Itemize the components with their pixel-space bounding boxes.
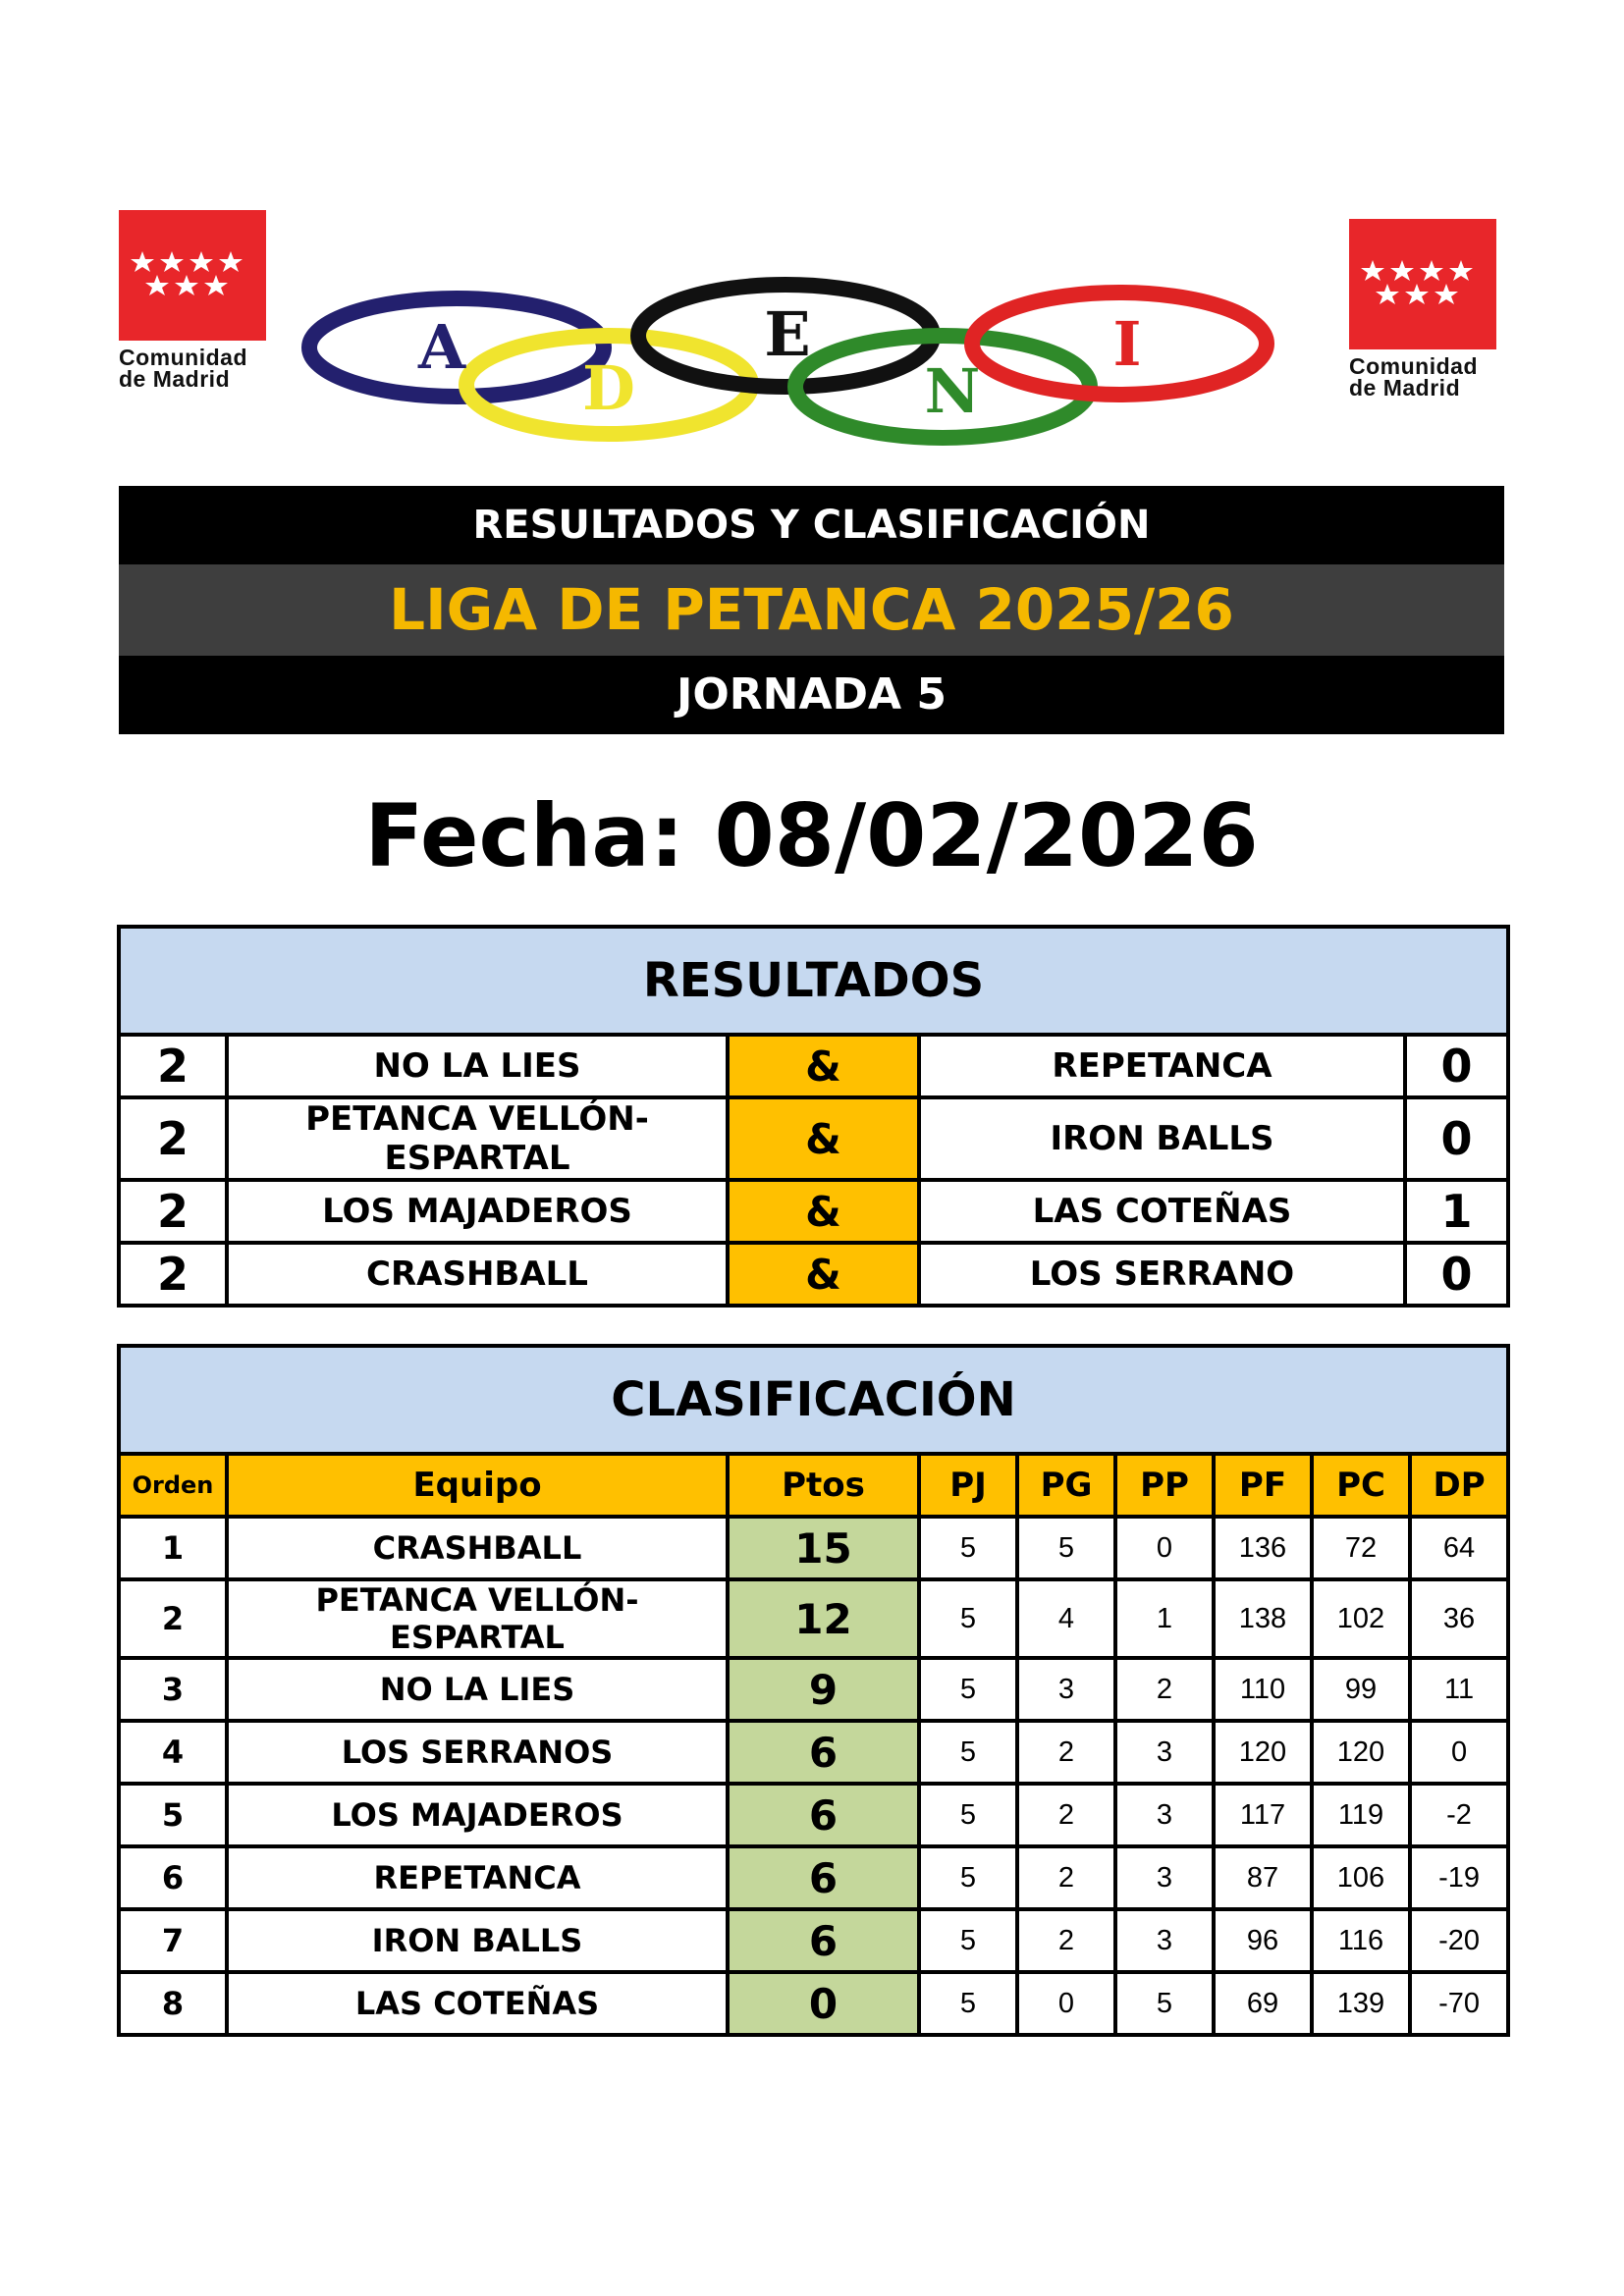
column-header: Orden [119,1454,227,1517]
cell-dp: 11 [1410,1658,1508,1721]
result-row [119,1035,1508,1097]
cell-pp: 3 [1115,1721,1214,1784]
standings-row [119,1579,1508,1658]
madrid-flag-icon [1349,219,1496,349]
adeni-letter-i: I [1112,308,1142,380]
league-title: LIGA DE PETANCA 2025/26 [119,564,1504,656]
column-header: Equipo [227,1454,728,1517]
result-row [119,1180,1508,1243]
cell-pc: 120 [1312,1721,1410,1784]
logo-text [1349,355,1496,399]
cell-ptos: 0 [728,1972,919,2035]
cell-pp: 1 [1115,1579,1214,1658]
home-score: 2 [119,1097,227,1180]
logo-text-line1: Comunidad [119,345,247,370]
home-score: 2 [119,1180,227,1243]
cell-pp: 3 [1115,1784,1214,1846]
cell-equipo: PETANCA VELLÓN-ESPARTAL [227,1579,728,1658]
cell-pf: 117 [1214,1784,1312,1846]
cell-dp: -2 [1410,1784,1508,1846]
away-team: LOS SERRANO [919,1243,1405,1306]
away-score: 0 [1405,1243,1508,1306]
standings-table [117,1344,1510,2037]
column-header: PJ [919,1454,1017,1517]
cell-pj: 5 [919,1721,1017,1784]
adeni-letter-d: D [582,352,635,424]
cell-pg: 3 [1017,1658,1115,1721]
cell-pc: 99 [1312,1658,1410,1721]
cell-pf: 136 [1214,1517,1312,1579]
column-header: DP [1410,1454,1508,1517]
cell-dp: 0 [1410,1721,1508,1784]
away-team: REPETANCA [919,1035,1405,1097]
cell-pc: 102 [1312,1579,1410,1658]
cell-ptos: 6 [728,1846,919,1909]
home-score: 2 [119,1243,227,1306]
versus-separator: & [728,1180,919,1243]
away-score: 0 [1405,1097,1508,1180]
home-team: LOS MAJADEROS [227,1180,728,1243]
cell-pp: 2 [1115,1658,1214,1721]
cell-pg: 0 [1017,1972,1115,2035]
cell-dp: -20 [1410,1909,1508,1972]
home-team: CRASHBALL [227,1243,728,1306]
cell-pj: 5 [919,1517,1017,1579]
cell-pf: 138 [1214,1579,1312,1658]
match-date: Fecha: 08/02/2026 [364,785,1259,886]
cell-orden: 8 [119,1972,227,2035]
standings-row [119,1972,1508,2035]
cell-ptos: 12 [728,1579,919,1658]
standings-row [119,1909,1508,1972]
cell-pp: 0 [1115,1517,1214,1579]
home-team: NO LA LIES [227,1035,728,1097]
logo-text-line2: de Madrid [119,366,231,392]
cell-pp: 3 [1115,1909,1214,1972]
home-score: 2 [119,1035,227,1097]
cell-pc: 116 [1312,1909,1410,1972]
standings-row [119,1517,1508,1579]
cell-pc: 72 [1312,1517,1410,1579]
cell-pf: 110 [1214,1658,1312,1721]
cell-dp: 64 [1410,1517,1508,1579]
column-header: PP [1115,1454,1214,1517]
cell-equipo: IRON BALLS [227,1909,728,1972]
cell-ptos: 6 [728,1909,919,1972]
comunidad-madrid-logo-right [1349,219,1496,399]
column-header: PC [1312,1454,1410,1517]
cell-ptos: 9 [728,1658,919,1721]
cell-pg: 5 [1017,1517,1115,1579]
standings-header-row [119,1454,1508,1517]
logo-text-line2: de Madrid [1349,375,1461,400]
standings-row [119,1784,1508,1846]
cell-dp: -19 [1410,1846,1508,1909]
standings-row [119,1721,1508,1784]
cell-orden: 4 [119,1721,227,1784]
cell-equipo: LAS COTEÑAS [227,1972,728,2035]
cell-pj: 5 [919,1972,1017,2035]
result-row [119,1097,1508,1180]
away-score: 0 [1405,1035,1508,1097]
results-title: RESULTADOS [119,927,1508,1035]
cell-orden: 1 [119,1517,227,1579]
logo-text-line1: Comunidad [1349,353,1478,379]
cell-pp: 5 [1115,1972,1214,2035]
away-score: 1 [1405,1180,1508,1243]
cell-pf: 96 [1214,1909,1312,1972]
cell-equipo: LOS MAJADEROS [227,1784,728,1846]
versus-separator: & [728,1035,919,1097]
cell-pj: 5 [919,1579,1017,1658]
stars-icon [1361,260,1485,307]
cell-equipo: NO LA LIES [227,1658,728,1721]
results-table [117,925,1510,1308]
column-header: PF [1214,1454,1312,1517]
cell-pc: 106 [1312,1846,1410,1909]
adeni-letter-e: E [764,298,811,370]
column-header: Ptos [728,1454,919,1517]
cell-dp: 36 [1410,1579,1508,1658]
cell-orden: 3 [119,1658,227,1721]
column-header: PG [1017,1454,1115,1517]
cell-pc: 119 [1312,1784,1410,1846]
cell-pc: 139 [1312,1972,1410,2035]
cell-ptos: 6 [728,1784,919,1846]
cell-orden: 6 [119,1846,227,1909]
result-row [119,1243,1508,1306]
standings-title: CLASIFICACIÓN [119,1346,1508,1454]
cell-orden: 7 [119,1909,227,1972]
cell-pj: 5 [919,1846,1017,1909]
cell-pg: 4 [1017,1579,1115,1658]
adeni-logo [295,277,1286,454]
home-team: PETANCA VELLÓN-ESPARTAL [227,1097,728,1180]
cell-orden: 2 [119,1579,227,1658]
cell-orden: 5 [119,1784,227,1846]
cell-pf: 87 [1214,1846,1312,1909]
standings-row [119,1658,1508,1721]
cell-pp: 3 [1115,1846,1214,1909]
cell-equipo: CRASHBALL [227,1517,728,1579]
logo-text [119,347,266,390]
cell-ptos: 6 [728,1721,919,1784]
away-team: IRON BALLS [919,1097,1405,1180]
cell-pj: 5 [919,1658,1017,1721]
comunidad-madrid-logo-left [119,210,266,390]
cell-ptos: 15 [728,1517,919,1579]
cell-pg: 2 [1017,1909,1115,1972]
away-team: LAS COTEÑAS [919,1180,1405,1243]
header-title: RESULTADOS Y CLASIFICACIÓN [119,486,1504,564]
cell-pg: 2 [1017,1721,1115,1784]
cell-pg: 2 [1017,1784,1115,1846]
cell-equipo: LOS SERRANOS [227,1721,728,1784]
versus-separator: & [728,1097,919,1180]
round-title: JORNADA 5 [119,656,1504,734]
cell-equipo: REPETANCA [227,1846,728,1909]
adeni-letter-a: A [417,311,466,383]
cell-pg: 2 [1017,1846,1115,1909]
cell-pj: 5 [919,1784,1017,1846]
stars-icon [131,251,254,298]
madrid-flag-icon [119,210,266,341]
cell-pf: 69 [1214,1972,1312,2035]
adeni-letter-n: N [924,355,981,427]
standings-row [119,1846,1508,1909]
cell-dp: -70 [1410,1972,1508,2035]
versus-separator: & [728,1243,919,1306]
cell-pj: 5 [919,1909,1017,1972]
cell-pf: 120 [1214,1721,1312,1784]
